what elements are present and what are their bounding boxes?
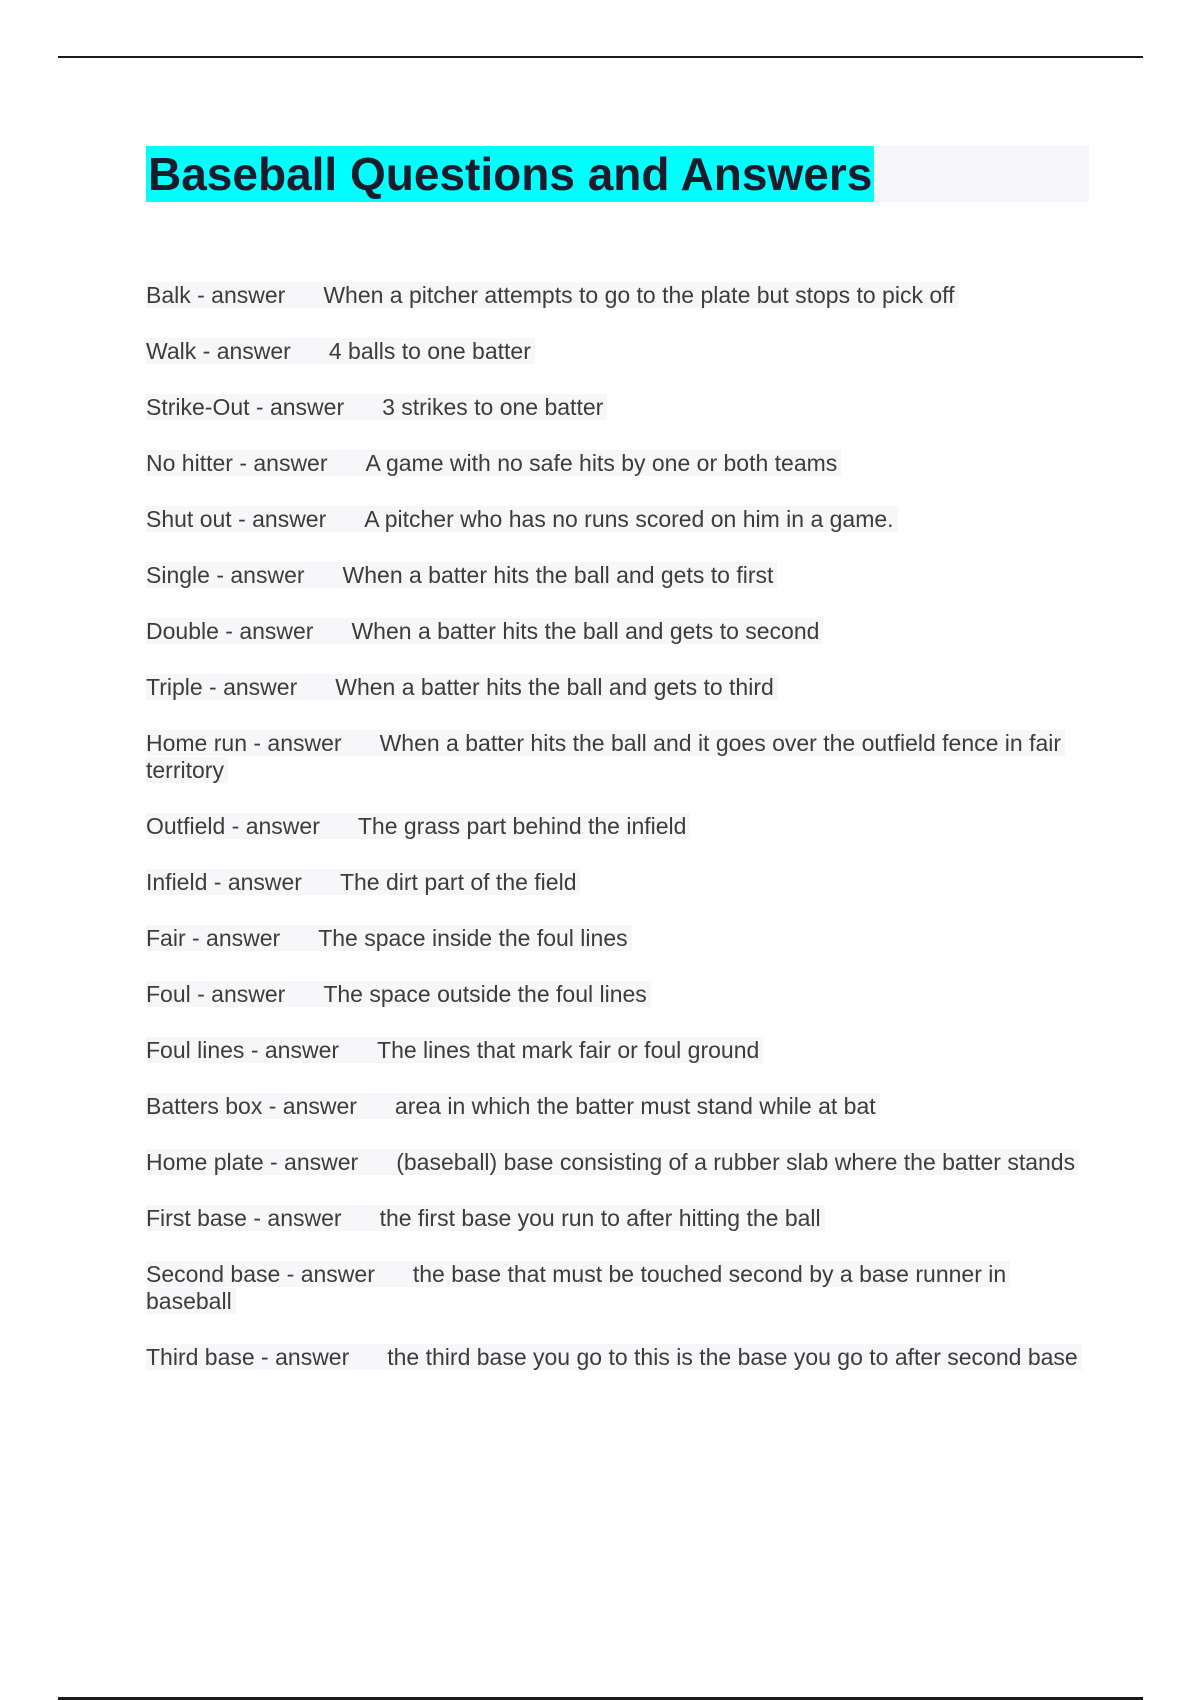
list-item	[146, 1261, 1086, 1315]
question-term: Second base - answer	[146, 1261, 375, 1287]
question-term: Single - answer	[146, 562, 305, 588]
question-term: Foul lines - answer	[146, 1037, 340, 1063]
answer-text: 4 balls to one batter	[328, 338, 531, 364]
answer-text: the base that must be touched second by a base runner in baseball	[146, 1261, 1007, 1314]
question-term: Batters box - answer	[146, 1093, 357, 1119]
question-term: Infield - answer	[146, 869, 302, 895]
list-item	[146, 1093, 1086, 1120]
answer-text: area in which the batter must stand while at bat	[394, 1093, 876, 1119]
top-rule	[58, 56, 1143, 58]
answer-text: the first base you run to after hitting the ball	[379, 1205, 821, 1231]
list-item	[146, 282, 1086, 309]
list-item	[146, 730, 1086, 784]
list-item	[146, 338, 1086, 365]
question-term: Foul - answer	[146, 981, 286, 1007]
list-item	[146, 1149, 1086, 1176]
question-term: Home run - answer	[146, 730, 342, 756]
answer-text: The dirt part of the field	[339, 869, 577, 895]
question-term: Triple - answer	[146, 674, 298, 700]
answer-text: 3 strikes to one batter	[382, 394, 604, 420]
answer-text: The lines that mark fair or foul ground	[377, 1037, 760, 1063]
question-term: No hitter - answer	[146, 450, 328, 476]
list-item	[146, 674, 1086, 701]
question-term: First base - answer	[146, 1205, 342, 1231]
list-item	[146, 813, 1086, 840]
answer-text: A pitcher who has no runs scored on him in a game.	[364, 506, 894, 532]
list-item	[146, 562, 1086, 589]
answer-text: When a batter hits the ball and gets to second	[351, 618, 820, 644]
list-item	[146, 618, 1086, 645]
qa-list	[146, 282, 1086, 1400]
list-item	[146, 869, 1086, 896]
answer-text: A game with no safe hits by one or both teams	[365, 450, 838, 476]
answer-text: The space outside the foul lines	[323, 981, 647, 1007]
question-term: Shut out - answer	[146, 506, 327, 532]
answer-text: The grass part behind the infield	[357, 813, 687, 839]
question-term: Third base - answer	[146, 1344, 350, 1370]
list-item	[146, 506, 1086, 533]
question-term: Outfield - answer	[146, 813, 320, 839]
list-item	[146, 925, 1086, 952]
question-term: Fair - answer	[146, 925, 281, 951]
answer-text: The space inside the foul lines	[318, 925, 628, 951]
question-term: Double - answer	[146, 618, 314, 644]
page-title: Baseball Questions and Answers	[148, 148, 873, 200]
list-item	[146, 1037, 1086, 1064]
list-item	[146, 394, 1086, 421]
list-item	[146, 1205, 1086, 1232]
question-term: Home plate - answer	[146, 1149, 359, 1175]
list-item	[146, 981, 1086, 1008]
answer-text: When a batter hits the ball and gets to third	[335, 674, 774, 700]
answer-text: When a batter hits the ball and gets to first	[342, 562, 774, 588]
answer-text: (baseball) base consisting of a rubber slab where the batter stands	[396, 1149, 1076, 1175]
list-item	[146, 1344, 1086, 1371]
question-term: Strike-Out - answer	[146, 394, 345, 420]
list-item	[146, 450, 1086, 477]
question-term: Balk - answer	[146, 282, 286, 308]
answer-text: the third base you go to this is the base you go to after second base	[387, 1344, 1078, 1370]
answer-text: When a batter hits the ball and it goes over the outfield fence in fair territory	[146, 730, 1062, 783]
question-term: Walk - answer	[146, 338, 291, 364]
answer-text: When a pitcher attempts to go to the plate but stops to pick off	[323, 282, 955, 308]
